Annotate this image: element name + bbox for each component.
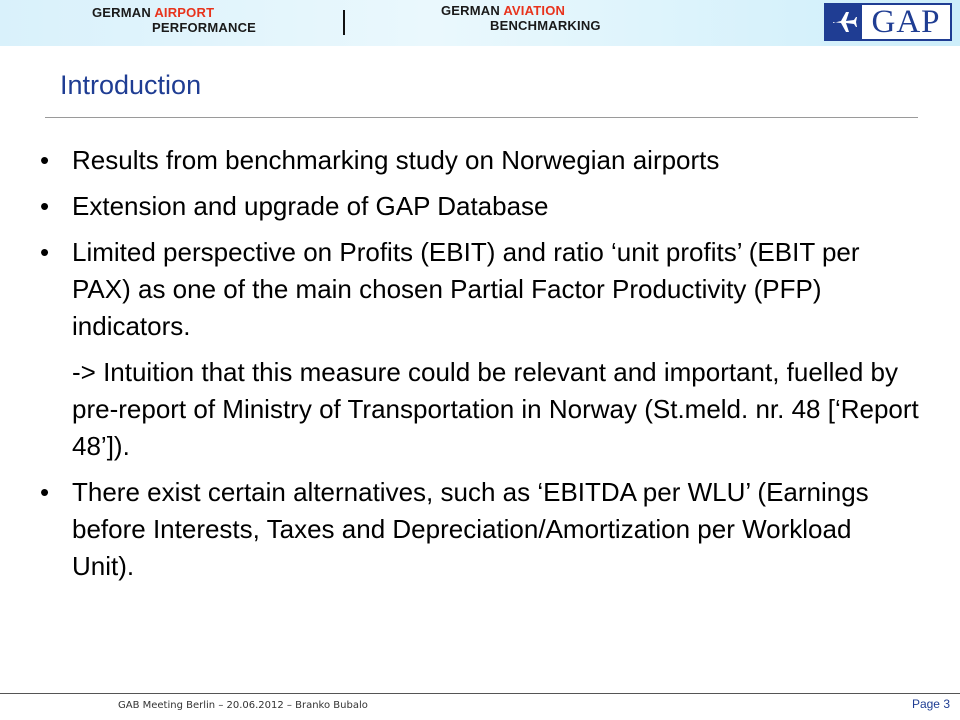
header-left-line1-a: GERMAN bbox=[92, 5, 155, 20]
header-left-title bbox=[92, 5, 256, 35]
header-left-line2: PERFORMANCE bbox=[152, 20, 257, 35]
page-number: Page 3 bbox=[911, 697, 950, 711]
bullet-text: Extension and upgrade of GAP Database bbox=[72, 191, 549, 221]
bullet-text: Limited perspective on Profits (EBIT) and ratio ‘unit profits’ (EBIT per PAX) as one of the main chosen Partial Factor Productivity (PFP) indicators. bbox=[72, 237, 860, 341]
bullet-dot: • bbox=[40, 477, 50, 507]
header-bar bbox=[0, 0, 960, 46]
bullet-item bbox=[40, 234, 920, 345]
slide-title: Introduction bbox=[60, 70, 202, 100]
bullet-item bbox=[40, 188, 920, 225]
header-right-line1-a: GERMAN bbox=[441, 3, 504, 18]
note-paragraph: -> Intuition that this measure could be relevant and important, fuelled by pre-report of Ministry of Transportation in Norway (St.meld. nr. 48 [‘Report 48’]). bbox=[72, 357, 919, 461]
header-right-title bbox=[441, 3, 601, 33]
header-right-line1-b: AVIATION bbox=[503, 3, 566, 18]
bullet-dot: • bbox=[40, 237, 50, 267]
logo-text: GAP bbox=[871, 4, 941, 40]
header-divider bbox=[343, 10, 345, 35]
footer-text: GAB Meeting Berlin – 20.06.2012 – Branko Bubalo bbox=[118, 700, 368, 711]
airplane-icon bbox=[826, 5, 862, 39]
title-divider bbox=[45, 117, 918, 118]
bullet-text: There exist certain alternatives, such as ‘EBITDA per WLU’ (Earnings before Interests, Taxes and Depreciation/Amortization per Workload Unit). bbox=[72, 477, 869, 581]
header-right-line2: BENCHMARKING bbox=[490, 18, 601, 33]
bullet-item bbox=[40, 474, 920, 585]
gap-logo bbox=[824, 3, 952, 41]
bullet-dot: • bbox=[40, 191, 50, 221]
header-left-line1-b: AIRPORT bbox=[154, 5, 215, 20]
bullet-dot: • bbox=[40, 145, 50, 175]
bullet-item bbox=[40, 142, 920, 179]
slide-content bbox=[40, 142, 920, 594]
bullet-text: Results from benchmarking study on Norwegian airports bbox=[72, 145, 720, 175]
